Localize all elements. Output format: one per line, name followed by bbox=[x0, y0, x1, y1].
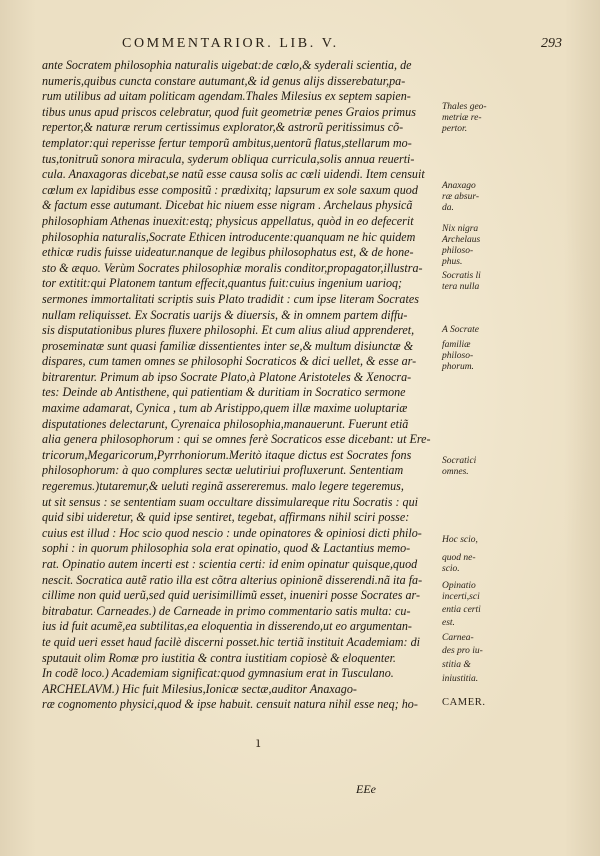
margin-note: Carnea- bbox=[442, 633, 474, 643]
margin-note: des pro iu- bbox=[442, 646, 483, 656]
text-line: ethicæ rudis fuisse uideatur.nanque de legibus philosophatus est, & de hone- bbox=[42, 245, 414, 260]
text-line: sputauit olim Romæ pro iustitia & contra iustitiam copiosè & eloquenter. bbox=[42, 650, 396, 665]
text-line: bitrabatur. Carneades.) de Carneade in primo commentario satis multa: cu- bbox=[42, 603, 411, 618]
text-line: & factum esse autumant. Dicebat hic niuem esse nigram . Archelaus physicã bbox=[42, 198, 413, 213]
catchword: EEe bbox=[356, 782, 376, 796]
margin-note: phorum. bbox=[442, 362, 474, 372]
margin-note: metriæ re- bbox=[442, 113, 482, 123]
text-line: dispares, cum tamen omnes se philosophi Socraticos & dici uellet, & esse ar- bbox=[42, 354, 417, 369]
margin-note: incerti,sci bbox=[442, 592, 480, 602]
text-line: rat. Opinatio autem incerti est : scientia certi: id enim opinatur quisque,quod bbox=[42, 557, 418, 571]
text-line: philosophorum: à quo complures sectæ uelutiriui profluxerunt. Sententiam bbox=[42, 463, 404, 478]
text-line: sis disputationibus plures fluxere philosophi. Et cum alius aliud apprenderet, bbox=[42, 323, 415, 338]
margin-note: da. bbox=[442, 203, 454, 213]
margin-note: scio. bbox=[442, 564, 460, 574]
text-line: templator:qui reperisse fertur temporũ ambitus,uentorũ flatus,stellarum mo- bbox=[42, 135, 412, 150]
text-line: bitrarentur. Primum ab ipso Socrate Plato,à Platone Aristoteles & Xenocra- bbox=[42, 369, 412, 384]
margin-note: est. bbox=[442, 618, 455, 628]
margin-note: Socratis li bbox=[442, 271, 481, 281]
margin-note: phus. bbox=[442, 257, 463, 267]
text-line: repertor,& naturæ rerum certissimus explorator,& astrorũ peritissimus cõ- bbox=[42, 120, 404, 135]
margin-note: Thales geo- bbox=[442, 102, 487, 112]
text-line: cula. Anaxagoras dicebat,se natũ esse causa solis ac cœli uidendi. Item censuit bbox=[42, 167, 425, 182]
text-line: ARCHELAVM.) Hic fuit Milesius,Ionicæ sectæ,auditor Anaxago- bbox=[42, 681, 357, 696]
commentary-text bbox=[42, 58, 442, 713]
text-line: tes: Deinde ab Antisthene, qui patientiam & duritiam in Socratico sermone bbox=[42, 385, 406, 400]
text-line: regeremus.)tutaremur,& ueluti reginã assereremus. malo legere tegeremus, bbox=[42, 479, 404, 494]
text-line: cœlum ex lapidibus esse compositũ : prædixitq; lapsurum ex sole saxum quod bbox=[42, 182, 418, 197]
margin-note: Anaxago bbox=[442, 181, 476, 191]
margin-note: Hoc scio, bbox=[442, 535, 478, 545]
margin-note: quod ne- bbox=[442, 553, 476, 563]
text-line: te quid ueri esset haud facilè discerni posset.hic tertiã instituit Academiam: di bbox=[42, 634, 420, 649]
text-line: rum utilibus ad uitam politicam agendam.Thales Milesius ex septem sapien- bbox=[42, 89, 411, 104]
running-head: COMMENTARIOR. LIB. V. bbox=[122, 36, 339, 51]
margin-note: ræ absur- bbox=[442, 192, 480, 202]
text-line: cuius est illud : Hoc scio quod nescio : unde opinatores & opiniosi dicti philo- bbox=[42, 525, 422, 540]
text-line: tricorum,Megaricorum,Pyrrhoniorum.Meritò itaque dictus est Socrates fons bbox=[42, 447, 412, 462]
text-line: nescit. Socratica autẽ ratio illa est cõtra alterius opinionẽ disserendi.nã ita fa- bbox=[42, 572, 423, 587]
page-header bbox=[122, 36, 562, 58]
text-line: disputationes delectarunt, Cyrenaica philosophia,manauerunt. Fuerunt etiã bbox=[42, 416, 409, 431]
margin-note: Socratici bbox=[442, 456, 477, 466]
margin-note: iniustitia. bbox=[442, 674, 479, 684]
text-line: ræ cognomento physici,quod & ipse habuit. censuit natura nihil esse neq; ho- bbox=[42, 697, 418, 712]
text-line: ante Socratem philosophia naturalis uigebat:de cœlo,& syderali scientia, de bbox=[42, 58, 412, 72]
margin-note: pertor. bbox=[442, 124, 468, 134]
margin-note: omnes. bbox=[442, 467, 469, 477]
margin-note: Nix nigra bbox=[442, 224, 479, 234]
text-line: sophi : in quorum philosophia sola erat opinatio, quod & Lactantius memo- bbox=[42, 541, 411, 556]
margin-note: tera nulla bbox=[442, 282, 480, 292]
margin-note: CAMER. bbox=[442, 697, 486, 708]
margin-note: Opinatio bbox=[442, 581, 476, 591]
text-line: alia genera philosophorum : qui se omnes ferè Socraticos esse dicebant: ut Ere- bbox=[42, 432, 431, 447]
text-line: ut sit sensus : se sententiam suam occultare dissimulareque ritu Socratis : qui bbox=[42, 494, 418, 509]
margin-note: philoso- bbox=[442, 246, 474, 256]
text-line: nullam reliquisset. Ex Socratis uarijs & diuersis, & in omnem partem diffu- bbox=[42, 307, 408, 322]
margin-note: familiæ bbox=[442, 340, 471, 350]
margin-note: Archelaus bbox=[442, 235, 481, 245]
text-line: In codẽ loco.) Academiam significat:quod gymnasium erat in Tusculano. bbox=[42, 666, 394, 681]
text-line: proseminatæ sunt quasi familiæ dissentientes inter se,& multum disiunctæ & bbox=[42, 338, 414, 353]
ink-mark-icon: ı bbox=[256, 735, 261, 751]
text-line: cillime non quid uerũ,sed quid uerisimillimũ esset, inueniri posse Socrates ar- bbox=[42, 588, 420, 603]
margin-note: stitia & bbox=[442, 660, 471, 670]
text-line: tibus unus apud priscos celebratur, quod fuit geometriæ penes Graios primus bbox=[42, 104, 416, 119]
text-line: philosophiam Athenas inuexit:estq; physicus appellatus, quòd in eo defecerit bbox=[42, 213, 414, 228]
text-line: philosophia naturalis,Socrate Ethicen introducente:quanquam ne hic quidem bbox=[42, 229, 416, 244]
margin-note: entia certi bbox=[442, 605, 481, 615]
page-number: 293 bbox=[541, 36, 562, 51]
text-line: tus,tonitruũ sonora miracula, syderum obliqua curricula,solis annua reuerti- bbox=[42, 151, 415, 166]
text-line: ius id fuit acumẽ,ea subtilitas,ea eloquentia in disserendo,ut eo argumentan- bbox=[42, 619, 412, 634]
margin-note: philoso- bbox=[442, 351, 474, 361]
text-line: quid sibi uideretur, & quid ipse sentiret, tegebat, affirmans nihil sciri posse: bbox=[42, 510, 410, 525]
margin-note: A Socrate bbox=[442, 325, 480, 335]
text-line: numeris,quibus cuncta constare autumant,& id genus alijs disserebatur,pa- bbox=[42, 73, 406, 88]
text-line: sermones immortalitati scriptis suis Plato tradidit : cum ipse literam Socrates bbox=[42, 291, 419, 306]
text-line: maxime adamarat, Cynica , tum ab Aristippo,quem illæ maxime uoluptariæ bbox=[42, 401, 408, 416]
text-line: sto & æquo. Verùm Socrates philosophiæ moralis conditor,propagator,illustra- bbox=[42, 260, 423, 275]
text-line: tor extitit:qui Platonem tantum effecit,quantus fuit:cuius ingenium uarioq; bbox=[42, 276, 403, 291]
